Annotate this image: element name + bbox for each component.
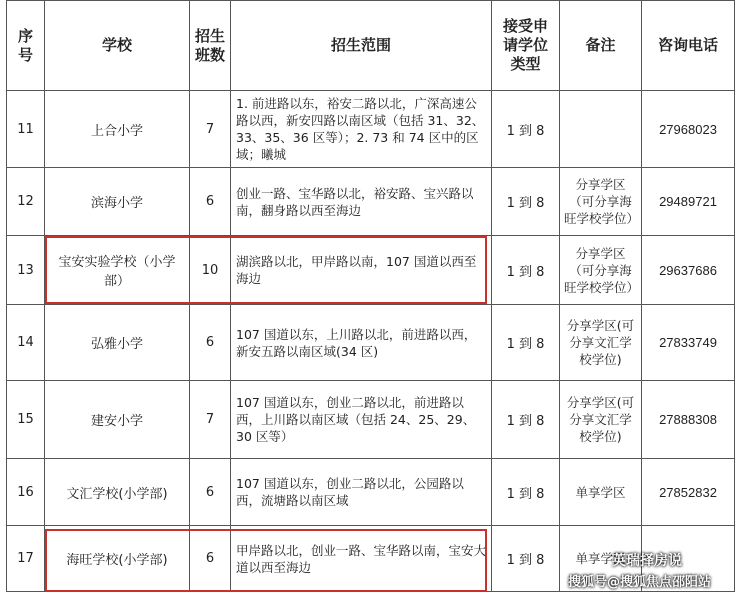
admission-table (6, 0, 735, 592)
row-no: 15 (7, 381, 45, 459)
row-phone: 27968023 (642, 91, 735, 168)
row-note: 单享学区 (560, 526, 642, 592)
table-row (7, 305, 735, 381)
row-no: 13 (7, 236, 45, 305)
row-school: 弘雅小学 (45, 305, 190, 381)
row-school: 海旺学校(小学部) (45, 526, 190, 592)
row-classes: 6 (190, 526, 231, 592)
row-no: 11 (7, 91, 45, 168)
row-classes: 10 (190, 236, 231, 305)
row-scope: 湖滨路以北，甲岸路以南，107 国道以西至海边 (231, 236, 492, 305)
row-type: 1 到 8 (492, 305, 560, 381)
row-no: 14 (7, 305, 45, 381)
row-type: 1 到 8 (492, 91, 560, 168)
header-classes: 招生班数 (190, 1, 231, 91)
row-note: 分享学区(可分享文汇学校学位) (560, 381, 642, 459)
row-type: 1 到 8 (492, 526, 560, 592)
table-row (7, 459, 735, 526)
table-row (7, 236, 735, 305)
row-classes: 7 (190, 91, 231, 168)
row-scope: 107 国道以东，创业二路以北，公园路以西，流塘路以南区域 (231, 459, 492, 526)
row-note: 单享学区 (560, 459, 642, 526)
row-scope: 甲岸路以北，创业一路、宝华路以南，宝安大道以西至海边 (231, 526, 492, 592)
row-note: 分享学区(可分享文汇学校学位) (560, 305, 642, 381)
row-scope: 创业一路、宝华路以北，裕安路、宝兴路以南，翻身路以西至海边 (231, 168, 492, 236)
row-school: 滨海小学 (45, 168, 190, 236)
row-phone: 27852832 (642, 459, 735, 526)
row-scope: 107 国道以东，创业二路以北，前进路以西，上川路以南区域（包括 24、25、29、30 区等） (231, 381, 492, 459)
row-phone: 29637686 (642, 236, 735, 305)
row-classes: 6 (190, 459, 231, 526)
row-scope: 1. 前进路以东，裕安二路以北，广深高速公路以西，新安四路以南区域（包括 31、32、33、35、36 区等）；2. 73 和 74 区中的区域；曦城 (231, 91, 492, 168)
row-scope: 107 国道以东，上川路以北，前进路以西，新安五路以南区域(34 区) (231, 305, 492, 381)
row-no: 16 (7, 459, 45, 526)
watermark-line1: 英瑞择房说 (612, 553, 682, 569)
row-school: 宝安实验学校（小学部） (45, 236, 190, 305)
row-classes: 6 (190, 305, 231, 381)
row-note (560, 91, 642, 168)
header-note: 备注 (560, 1, 642, 91)
row-type: 1 到 8 (492, 168, 560, 236)
row-phone: 29489721 (642, 168, 735, 236)
row-type: 1 到 8 (492, 381, 560, 459)
table-header-row (7, 1, 735, 91)
table-row (7, 381, 735, 459)
header-phone: 咨询电话 (642, 1, 735, 91)
row-school: 文汇学校(小学部) (45, 459, 190, 526)
table-row (7, 168, 735, 236)
row-classes: 6 (190, 168, 231, 236)
row-phone: 27888308 (642, 381, 735, 459)
row-school: 建安小学 (45, 381, 190, 459)
header-scope: 招生范围 (231, 1, 492, 91)
row-phone: 27833749 (642, 305, 735, 381)
row-note: 分享学区（可分享海旺学校学位） (560, 236, 642, 305)
header-school: 学校 (45, 1, 190, 91)
table-row (7, 91, 735, 168)
row-type: 1 到 8 (492, 459, 560, 526)
row-classes: 7 (190, 381, 231, 459)
row-note: 分享学区（可分享海旺学校学位） (560, 168, 642, 236)
row-no: 17 (7, 526, 45, 592)
row-type: 1 到 8 (492, 236, 560, 305)
row-no: 12 (7, 168, 45, 236)
header-no: 序号 (7, 1, 45, 91)
row-school: 上合小学 (45, 91, 190, 168)
watermark-line2: 搜狐号@搜狐焦点邵阳站 (568, 575, 712, 590)
header-type: 接受申请学位类型 (492, 1, 560, 91)
